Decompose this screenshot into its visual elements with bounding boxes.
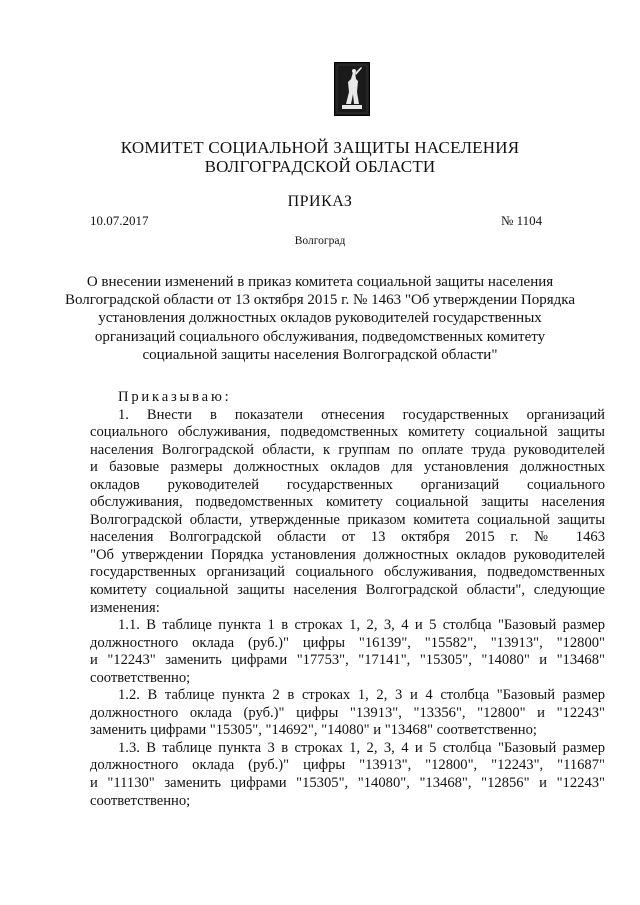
body-line: комитету социальной защиты населения Волгоградской области", следующие	[90, 582, 605, 599]
organization-name-line2: ВОЛГОГРАДСКОЙ ОБЛАСТИ	[204, 157, 436, 176]
document-number: № 1104	[501, 213, 543, 228]
body-line: населения Волгоградской области от 13 октября 2015 г. № 1463	[90, 529, 605, 546]
body-line: социального обслуживания, подведомственных комитету социальной защиты	[90, 424, 605, 441]
body-line: должностного оклада (руб.)" цифры "13913", "13356", "12800" и "12243"	[90, 704, 605, 721]
body-line: соответственно;	[90, 669, 191, 686]
document-city: Волгоград	[294, 235, 346, 247]
coat-of-arms-icon	[334, 62, 370, 116]
subject-line: О внесении изменений в приказ комитета социальной защиты населения	[86, 274, 554, 290]
body-line: "Об утверждении Порядка установления должностных окладов руководителей	[90, 546, 605, 563]
body-line: и "11130" заменить цифрами "15305", "14080", "13468", "12856" и "12243"	[90, 775, 605, 792]
body-line: заменить цифрами "15305", "14692", "14080" и "13468" соответственно;	[90, 722, 537, 739]
body-line: должностного оклада (руб.)" цифры "16139", "15582", "13913", "12800"	[90, 634, 605, 651]
body-line: 1.1. В таблице пункта 1 в строках 1, 2, 3, 4 и 5 столбца "Базовый размер	[118, 617, 605, 634]
body-line: изменения:	[90, 599, 160, 616]
subject-line: организаций социального обслуживания, подведомственных комитету	[94, 328, 546, 345]
document-subject	[60, 273, 580, 364]
body-line: Волгоградской области, утвержденные приказом комитета социальной защиты	[90, 511, 605, 528]
body-line: соответственно;	[90, 792, 191, 809]
subject-line: Волгоградской области от 13 октября 2015 г. № 1463 "Об утверждении Порядка	[65, 292, 575, 309]
body-line: окладов руководителей государственных организаций социального	[90, 476, 605, 493]
document-date: 10.07.2017	[90, 213, 149, 228]
order-word: Приказываю:	[118, 389, 232, 405]
subject-line: социальной защиты населения Волгоградской области"	[142, 346, 498, 363]
organization-name-line1: КОМИТЕТ СОЦИАЛЬНОЙ ЗАЩИТЫ НАСЕЛЕНИЯ	[120, 138, 520, 157]
body-line: 1.2. В таблице пункта 2 в строках 1, 2, 3 и 4 столбца "Базовый размер	[118, 687, 605, 704]
body-line: 1. Внести в показатели отнесения государственных организаций	[118, 406, 605, 423]
document-type-title: ПРИКАЗ	[287, 193, 353, 210]
body-line: должностного оклада (руб.)" цифры "13913", "12800", "12243", "11687"	[90, 757, 605, 774]
document-body	[90, 389, 605, 810]
body-line: обслуживания, подведомственных комитету социальной защиты населения	[90, 494, 605, 511]
subject-line: установления должностных окладов руководителей государственных	[98, 310, 542, 327]
body-line: и базовые размеры должностных окладов для установления должностных	[90, 459, 605, 476]
body-line: населения Волгоградской области, к группам по оплате труда руководителей	[90, 441, 605, 458]
body-line: 1.3. В таблице пункта 3 в строках 1, 2, 3, 4 и 5 столбца "Базовый размер	[118, 739, 605, 756]
body-line: государственных организаций социального обслуживания, подведомственных	[90, 564, 605, 581]
body-line: и "12243" заменить цифрами "17753", "17141", "15305", "14080" и "13468"	[90, 652, 605, 669]
